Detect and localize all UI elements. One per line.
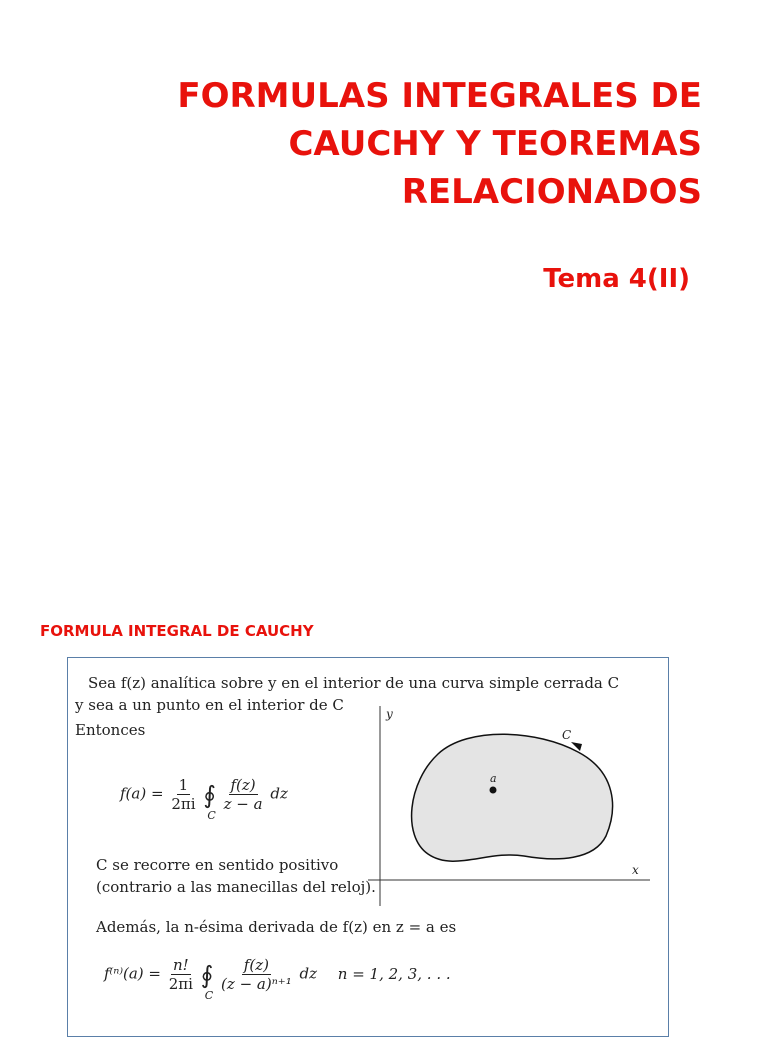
formula1-fraction-1 xyxy=(169,776,197,813)
formula1-frac1-den: 2πi xyxy=(171,795,196,813)
formula2-frac1-num: n! xyxy=(173,956,189,974)
title-line-2: CAUCHY Y TEOREMAS xyxy=(288,124,702,164)
formula1-fraction-2 xyxy=(222,776,265,813)
formula2-fraction-1 xyxy=(167,956,195,993)
contour-integral-icon: ∮ C xyxy=(203,780,216,822)
formula2-frac2-den: (z − a)ⁿ⁺¹ xyxy=(221,975,292,993)
x-axis-label: x xyxy=(632,863,639,877)
curve-label: C xyxy=(562,728,572,742)
formula2-tail: dz xyxy=(299,964,318,983)
hypothesis-line-2: y sea a un punto en el interior de C xyxy=(75,696,344,714)
contour-integral-icon: ∮ C xyxy=(200,960,214,1002)
orientation-note-2: (contrario a las manecillas del reloj). xyxy=(96,878,376,896)
orientation-note-1: C se recorre en sentido positivo xyxy=(96,856,339,874)
section-heading: FORMULA INTEGRAL DE CAUCHY xyxy=(40,622,314,640)
formula1-frac2-den: z − a xyxy=(223,795,263,813)
closed-curve-region xyxy=(412,734,613,861)
hypothesis-line-1: Sea f(z) analítica sobre y en el interior de una curva simple cerrada C xyxy=(88,674,620,692)
formula2-frac1-den: 2πi xyxy=(168,975,193,993)
formula1-frac1-num: 1 xyxy=(178,776,189,794)
title-line-3: RELACIONADOS xyxy=(401,172,702,212)
y-axis-label: y xyxy=(386,707,393,721)
formula1-lhs: f(a) = xyxy=(120,784,164,803)
formula1-contour-label: C xyxy=(207,808,216,822)
point-a-label: a xyxy=(490,772,497,785)
formula2-range: n = 1, 2, 3, . . . xyxy=(337,964,451,983)
theorem-box xyxy=(67,657,669,1037)
formula2-fraction-2 xyxy=(219,956,294,993)
entonces-label: Entonces xyxy=(75,721,146,739)
derivative-intro: Además, la n-ésima derivada de f(z) en z = a es xyxy=(96,918,457,936)
formula2-lhs: f⁽ⁿ⁾(a) = xyxy=(104,964,161,983)
contour-figure xyxy=(368,696,658,906)
point-a-marker xyxy=(490,787,497,794)
formula2-contour-label: C xyxy=(204,988,214,1002)
slide-subtitle: Tema 4(II) xyxy=(543,264,690,294)
formula1-frac2-num: f(z) xyxy=(230,776,256,794)
title-line-1: FORMULAS INTEGRALES DE xyxy=(177,76,702,116)
slide-title xyxy=(142,72,702,216)
cauchy-formula xyxy=(120,776,288,822)
formula1-tail: dz xyxy=(270,784,288,803)
derivative-formula xyxy=(104,956,451,1002)
formula2-frac2-num: f(z) xyxy=(243,956,269,974)
